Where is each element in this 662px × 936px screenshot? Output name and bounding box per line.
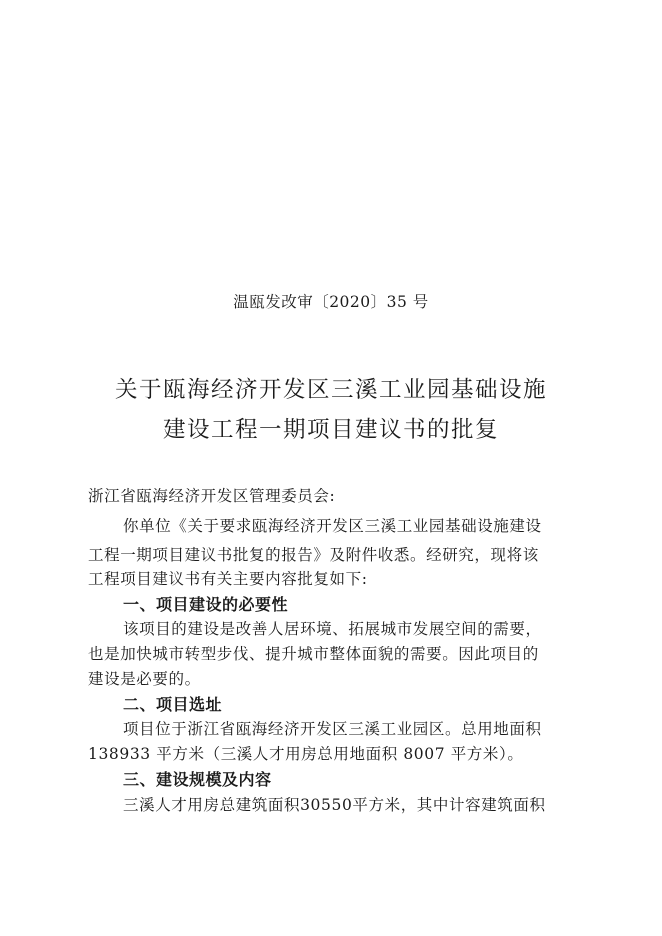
intro-line-3: 工程项目建议书有关主要内容批复如下: [88,570,368,588]
section-3-heading: 三、建设规模及内容 [123,770,272,789]
document-title-line-2: 建设工程一期项目建议书的批复 [162,417,499,443]
section-1-line-3: 建设是必要的。 [88,670,201,688]
section-2-line-1: 项目位于浙江省瓯海经济开发区三溪工业园区。总用地面积 [123,720,542,738]
document-number: 温瓯发改审〔2020〕35 号 [233,293,429,311]
section-1-line-1: 该项目的建设是改善人居环境、拓展城市发展空间的需要， [123,620,542,638]
addressee: 浙江省瓯海经济开发区管理委员会: [88,487,336,505]
document-title-line-1: 关于瓯海经济开发区三溪工业园基础设施 [114,377,547,403]
intro-line-1: 你单位《关于要求瓯海经济开发区三溪工业园基础设施建设 [123,517,542,535]
intro-line-2: 工程一期项目建议书批复的报告》及附件收悉。经研究，现将该 [88,546,539,564]
section-2-heading: 二、项目选址 [123,695,223,714]
section-2-line-2: 138933 平方米（三溪人才用房总用地面积 8007 平方米）。 [88,745,524,763]
section-1-line-2: 也是加快城市转型步伐、提升城市整体面貌的需要。因此项目的 [88,645,539,663]
section-1-heading: 一、项目建设的必要性 [123,595,289,614]
section-3-line-1: 三溪人才用房总建筑面积30550平方米，其中计容建筑面积 [123,796,546,814]
